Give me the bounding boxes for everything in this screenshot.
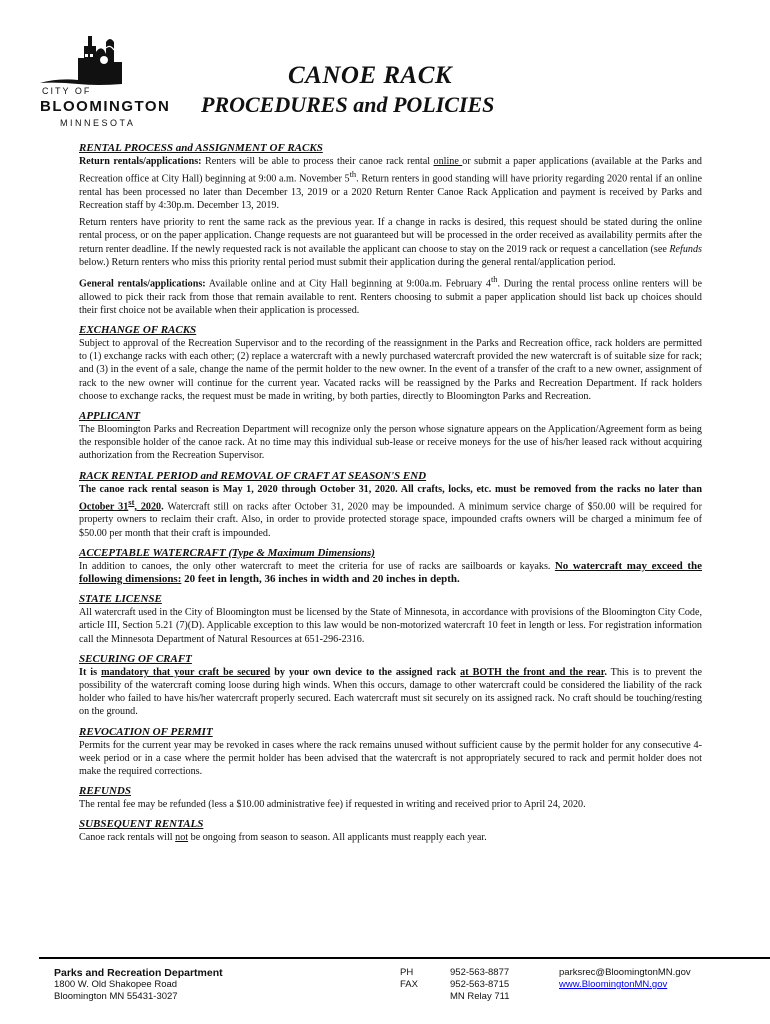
bold-text: It is (79, 666, 102, 678)
text: below.) Return renters who miss this priority rental period must submit their application during the general rental/application period. (79, 256, 616, 268)
text: In addition to canoes, the only other watercraft to meet the criteria for use of racks are sailboards or kayaks. (79, 560, 555, 572)
section-license (79, 592, 702, 646)
section-revocation (79, 725, 702, 779)
paragraph (79, 273, 702, 317)
page-title: CANOE RACK (288, 62, 453, 89)
website-link[interactable]: www.BloomingtonMN.gov (559, 979, 668, 990)
paragraph (79, 216, 702, 269)
footer-dept: Parks and Recreation Department (54, 967, 223, 979)
section-heading: SECURING OF CRAFT (79, 652, 192, 665)
section-rental-period (79, 469, 702, 540)
document-body (79, 141, 702, 851)
section-heading: REVOCATION OF PERMIT (79, 725, 213, 738)
text: . Return renters in good standing will have priority regarding 2020 rental if an online rental has been processed no later than December 13, 2019 or a 2020 Return Renter Canoe Rack Application and payment is received by Parks and Recreation staff by 4:30p.m. December 13, 2019. (79, 173, 702, 211)
paragraph: Permits for the current year may be revoked in cases where the rack remains unused without sufficient cause by the permit holder for any consecutive 4-week period or in a case where the permit holder has been advised that the watercraft is not appropriately secured to rack and permit holder does not make the required corrections. (79, 739, 702, 778)
text: Return renters have priority to rent the same rack as the previous year. If a change in racks is desired, this request should be stated during the online rental process, or on the paper application. Change requests are not guaranteed but will be processed in the order received as availability permits after the return renter deadline. If the newly requested rack is not available the applicant can choose to stay on the 2019 rack or request a cancellation (see (79, 217, 702, 255)
section-applicant (79, 409, 702, 463)
bold-text: . (161, 501, 164, 513)
lead-text: Return rentals/applications: (79, 156, 202, 167)
fax-number: 952-563-8715 (450, 979, 510, 990)
paragraph: The Bloomington Parks and Recreation Department will recognize only the person whose signature appears on the Application/Agreement form as being the responsible holder of the canoe rack. At no time may this individual sub-lease or receive moneys for the use of his/her leased rack without acquiring authorization from the Recreation Supervisor. (79, 424, 702, 462)
paragraph: Subject to approval of the Recreation Supervisor and to the recording of the reassignment in the Parks and Recreation office, rack holders are permitted to (1) exchange racks with each other; (2) replace a watercraft with a newly purchased watercraft provided the new watercraft is of suitable size for rack; and (3) in the event of a sale, change the name of the permit holder to the new owner. In the event of a transfer of the craft to a new owner, assignment of rack to the new owner will continue for the current year. Vacated racks will be reassigned by the Parks and Recreation Department. If rack holders choose to exchange racks, the request must be made in writing, by both parties, directly to Bloomington Parks and Recreation. (79, 337, 702, 402)
section-refunds (79, 784, 702, 811)
section-heading: STATE LICENSE (79, 593, 162, 606)
dimension-warning: No watercraft may exceed the following dimensions: (79, 559, 702, 585)
text: be ongoing from season to season. All applicants must reapply each year. (188, 832, 487, 844)
bold-text: by your own device to the assigned rack (270, 666, 461, 678)
section-heading: RACK RENTAL PERIOD and REMOVAL OF CRAFT AT SEASON'S END (79, 469, 427, 482)
deadline-year: , 2020 (134, 501, 162, 513)
paragraph (79, 155, 702, 212)
footer-address-line: Bloomington MN 55431-3027 (54, 991, 178, 1002)
paragraph: All watercraft used in the City of Bloomington must be licensed by the State of Minnesota, in accordance with provisions of the Bloomington City Code, article III, Section 5.21 (7)(D). Applicable exception to this law would be non-motorized watercraft 10 feet in length or less. For registration information call the Minnesota Department of Natural Resources at 651-296-2316. (79, 607, 702, 645)
paragraph (79, 831, 702, 844)
lead-text: General rentals/applications: (79, 278, 206, 290)
text: Available online and at City Hall beginning at 9:00a.m. February 4 (205, 278, 491, 290)
footer-labels (400, 967, 418, 991)
superscript: st (128, 496, 135, 507)
bold-text: The canoe rack rental season is May 1, 2020 through October 31, 2020. All crafts, locks, etc. must be removed from the racks no later than (79, 483, 702, 495)
email-text: parksrec@BloomingtonMN.gov (559, 967, 691, 978)
section-heading: APPLICANT (79, 410, 141, 422)
online-link-text: online (433, 156, 463, 167)
paragraph: The rental fee may be refunded (less a $10.00 administrative fee) if requested in writing and received prior to April 24, 2020. (79, 799, 586, 811)
footer-numbers (450, 967, 510, 1003)
logo-name: BLOOMINGTON (40, 98, 171, 115)
paragraph (79, 560, 702, 586)
dimension-values: 20 feet in length, 36 inches in width and 20 inches in depth. (181, 573, 460, 585)
logo-city-of: CITY OF (42, 86, 92, 96)
section-heading: EXCHANGE OF RACKS (79, 323, 197, 336)
section-watercraft (79, 546, 702, 586)
footer-address-line: 1800 W. Old Shakopee Road (54, 979, 178, 990)
bold-underline-text: mandatory that your craft be secured (101, 666, 271, 678)
section-rental (79, 141, 702, 317)
refunds-ref: Refunds (669, 243, 702, 255)
logo-state: MINNESOTA (60, 118, 136, 128)
fax-label: FAX (400, 979, 418, 990)
page-footer (39, 957, 770, 1002)
city-logo (20, 28, 170, 138)
footer-contact (559, 967, 691, 991)
section-heading: REFUNDS (79, 785, 131, 798)
section-heading: RENTAL PROCESS and ASSIGNMENT OF RACKS (79, 142, 323, 154)
bold-text: . (604, 666, 607, 678)
bold-underline-text: at BOTH the front and the rear (460, 666, 605, 678)
phone-number: 952-563-8877 (450, 967, 510, 978)
section-heading: SUBSEQUENT RENTALS (79, 818, 204, 831)
deadline-date: October 31 (79, 501, 129, 513)
text: . During the rental process online renters will be allowed to pick their rack from those that remain available to rent. Renters choosing to submit a paper application should list back up choices should their first choice not be available when their application is processed. (79, 278, 702, 316)
section-heading: ACCEPTABLE WATERCRAFT (Type & Maximum Dimensions) (79, 546, 375, 559)
paragraph (79, 666, 702, 719)
relay-number: MN Relay 711 (450, 991, 510, 1002)
text: Watercraft still on racks after October 31, 2020 may be impounded. A minimum service charge of $50.00 will be required for property owners to reclaim their craft. Also, in order to provide protected storage space, impounded crafts owners will be charged a minimum fee of $50.00 per month that their craft is impounded. (79, 501, 702, 539)
superscript: th (490, 274, 498, 284)
footer-address (54, 967, 223, 1003)
section-securing (79, 652, 702, 719)
text: or submit a paper applications (available at the Parks and Recreation office at City Hall) beginning at 9:00 a.m. November 5 (79, 156, 702, 185)
page-subtitle: PROCEDURES and POLICIES (201, 92, 495, 117)
section-subsequent (79, 817, 702, 844)
paragraph (79, 483, 702, 540)
skyline-icon (38, 28, 133, 88)
phone-label: PH (400, 967, 414, 978)
text: Renters will be able to process their canoe rack rental (201, 156, 434, 167)
text: Canoe rack rentals will (79, 832, 176, 844)
text: This is to prevent the possibility of the watercraft coming loose during high winds. When this occurs, damage to other watercraft could be considered the liability of the rack holder who failed to have his/her watercraft properly secured. Each watercraft must sit securely on its assigned rack. No craft should be touching/resting on the ground. (79, 666, 702, 718)
superscript: th (349, 169, 357, 180)
underlined-text: not (175, 832, 189, 844)
section-exchange (79, 323, 702, 403)
